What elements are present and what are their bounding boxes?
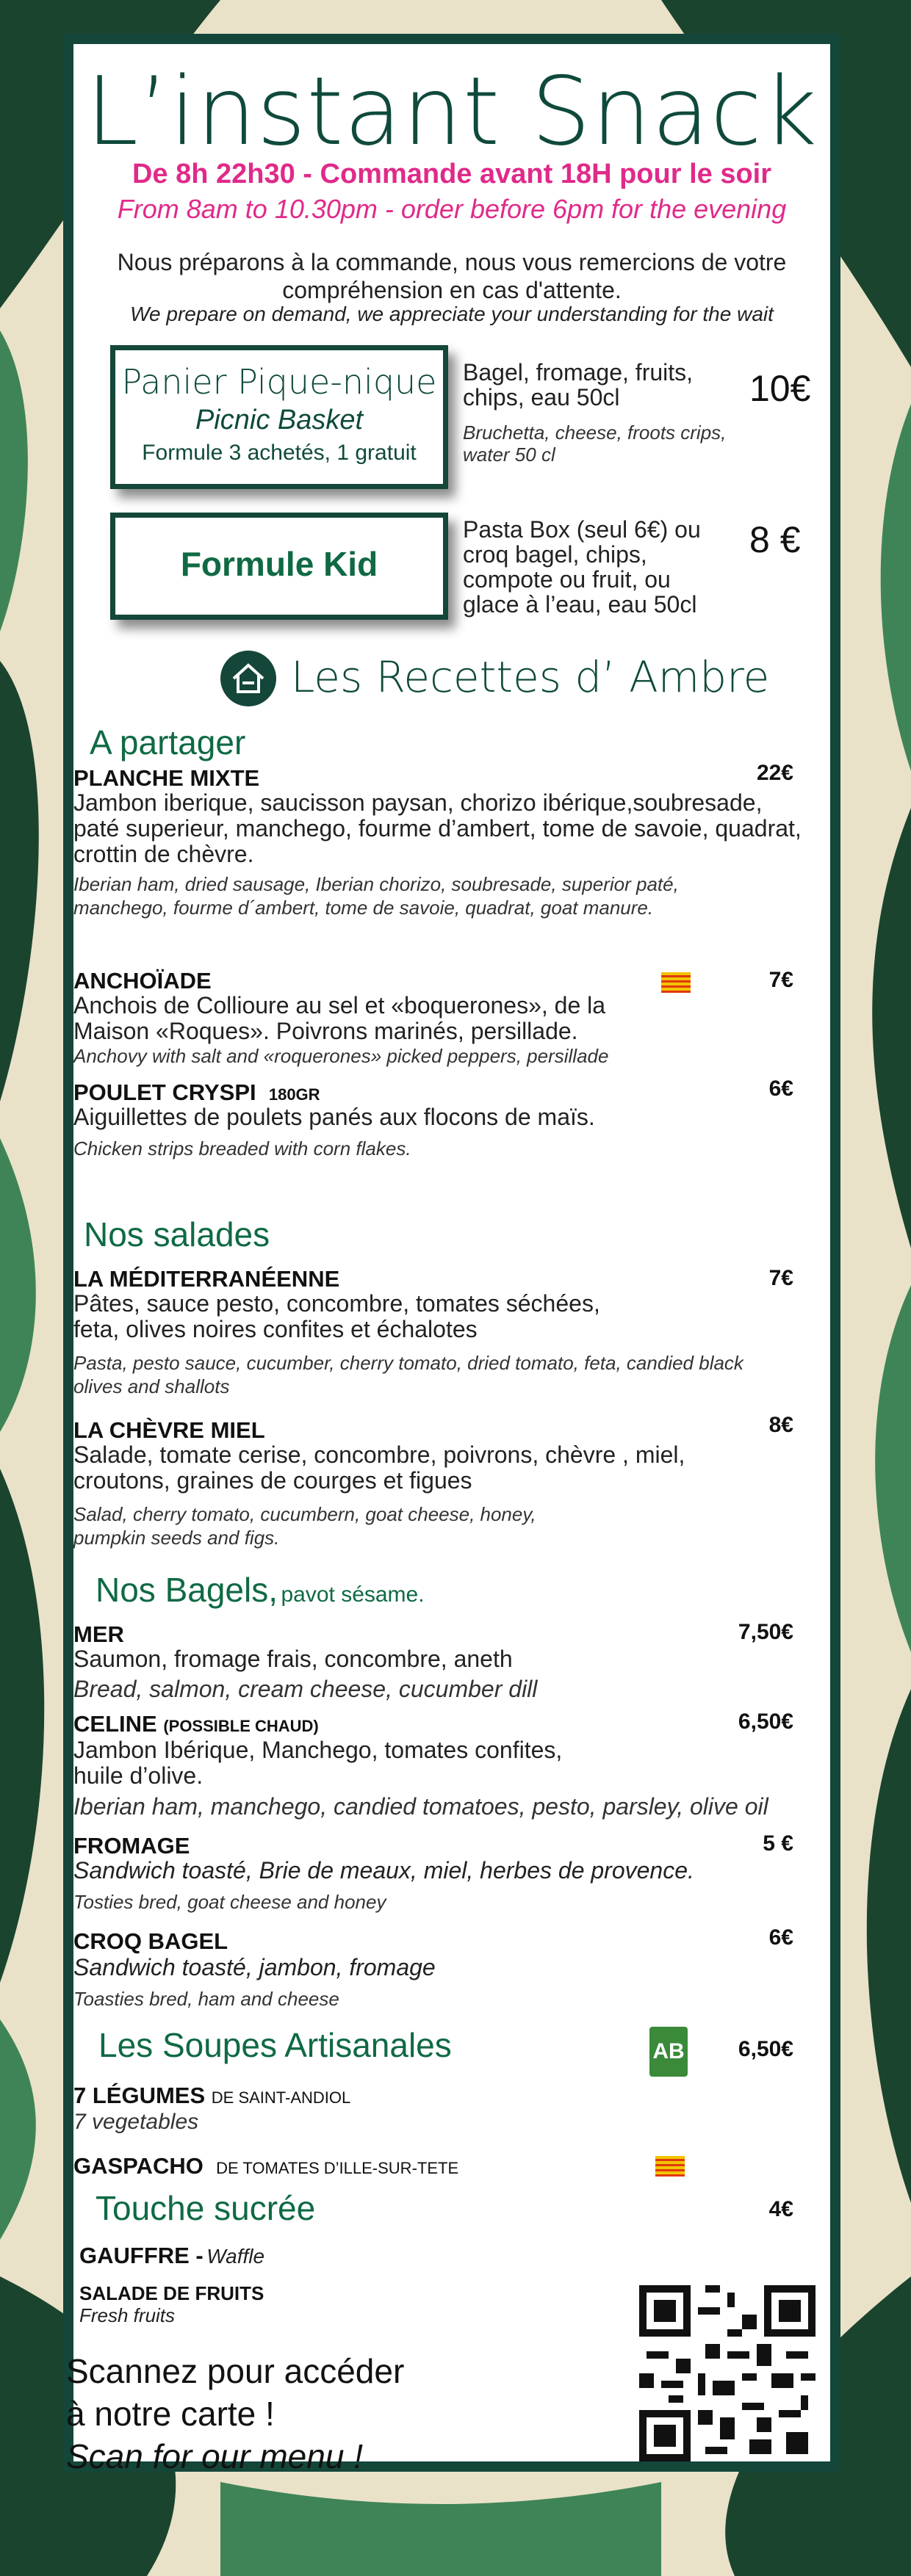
item-name: SALADE DE FRUITS	[79, 2282, 264, 2304]
item-description-en: 7 vegetables	[73, 2110, 199, 2134]
item-description-en: Tosties bred, goat cheese and honey	[73, 1891, 386, 1913]
section-share-title: A partager	[90, 723, 246, 761]
item-translation: Waffle	[206, 2245, 265, 2268]
item-name-text: 7 LÉGUMES	[73, 2083, 206, 2108]
picnic-basket-box	[110, 345, 448, 489]
scan-line-2: à notre carte !	[66, 2395, 275, 2433]
item-name: CROQ BAGEL	[73, 1928, 228, 1954]
catalan-flag-icon	[661, 972, 691, 993]
kid-price: 8 €	[749, 519, 801, 560]
bagels-title: Nos Bagels,	[96, 1571, 278, 1609]
item-price: 7,50€	[738, 1620, 793, 1644]
opening-hours-en: From 8am to 10.30pm - order before 6pm for the evening	[117, 194, 787, 224]
picnic-offer: Formule 3 achetés, 1 gratuit	[142, 441, 417, 465]
item-description: Sandwich toasté, Brie de meaux, miel, herbes de provence.	[73, 1857, 694, 1884]
catalan-flag-icon	[655, 2156, 685, 2177]
picnic-price: 10€	[749, 368, 811, 409]
picnic-description-en: Bruchetta, cheese, froots crips, water 50 cl	[463, 422, 727, 466]
item-description-en: Toasties bred, ham and cheese	[73, 1988, 339, 2010]
item-description-en: Salad, cherry tomato, cucumbern, goat cheese, honey, pumpkin seeds and figs.	[73, 1503, 536, 1549]
kid-title: Formule Kid	[180, 545, 378, 583]
recipes-title: Les Recettes d’ Ambre	[291, 652, 770, 702]
item-price: 6€	[768, 1925, 793, 1950]
picnic-description: Bagel, fromage, fruits, chips, eau 50cl	[463, 359, 694, 410]
item-name	[73, 2083, 350, 2109]
item-origin: DE SAINT-ANDIOL	[211, 2088, 351, 2107]
item-price: 7€	[768, 1266, 793, 1290]
item-translation: Fresh fruits	[79, 2304, 176, 2326]
item-description: Aiguillettes de poulets panés aux flocons de maïs.	[73, 1104, 595, 1130]
page-title: L’instant Snack	[85, 57, 818, 167]
item-weight: 180GR	[268, 1085, 320, 1104]
item-name: PLANCHE MIXTE	[73, 765, 260, 791]
item-description: Anchois de Collioure au sel et «boquerones», de la Maison «Roques». Poivrons marinés, persillade.	[73, 992, 606, 1044]
qr-code[interactable]	[639, 2285, 815, 2461]
item-name: MER	[73, 1621, 124, 1647]
item-description-en: Iberian ham, manchego, candied tomatoes, pesto, parsley, olive oil	[73, 1793, 768, 1820]
picnic-subtitle: Picnic Basket	[195, 405, 364, 435]
menu-card	[63, 34, 840, 2475]
item-origin: DE TOMATES D’ILLE-SUR-TETE	[216, 2159, 459, 2177]
item-name-text: CELINE	[73, 1711, 157, 1737]
scan-line-1: Scannez pour accéder	[66, 2352, 405, 2390]
home-icon	[220, 651, 276, 706]
item-price: 5 €	[763, 1831, 793, 1856]
item-name-text: POULET CRYSPI	[73, 1079, 256, 1105]
preparation-note-fr: Nous préparons à la commande, nous vous remercions de votre compréhension en cas d'attente.	[117, 249, 787, 303]
opening-hours-fr: De 8h 22h30 - Commande avant 18H pour le soir	[132, 159, 772, 189]
bagels-subtitle: pavot sésame.	[281, 1582, 425, 1607]
section-sweet-title: Touche sucrée	[96, 2189, 316, 2227]
section-soups-title: Les Soupes Artisanales	[98, 2026, 452, 2064]
sweet-item	[79, 2243, 264, 2269]
item-price: 8€	[768, 1413, 793, 1437]
item-description: Jambon iberique, saucisson paysan, chorizo ibérique,soubresade, paté superieur, manchego, fourme d’ambert, tome de savoie, quadrat, crottin de chèvre.	[73, 789, 802, 867]
section-salads-title: Nos salades	[84, 1215, 270, 1253]
kid-description: Pasta Box (seul 6€) ou croq bagel, chips, compote ou fruit, ou glace à l’eau, eau 50cl	[463, 516, 701, 618]
section-bagels-title	[96, 1570, 425, 1610]
item-name-text: GASPACHO	[73, 2153, 204, 2179]
item-name	[73, 1711, 319, 1737]
item-description-en: Iberian ham, dried sausage, Iberian chorizo, soubresade, superior paté, manchego, fourme d´ambert, tome de savoie, quadrat, goat manure.	[73, 873, 679, 919]
item-description: Sandwich toasté, jambon, fromage	[73, 1954, 436, 1980]
picnic-title: Panier Pique-nique	[121, 362, 437, 402]
scan-line-en: Scan for our menu !	[66, 2437, 363, 2475]
item-description: Pâtes, sauce pesto, concombre, tomates séchées, feta, olives noires confites et échalotes	[73, 1290, 600, 1342]
item-name: ANCHOÏADE	[73, 968, 212, 994]
item-description-en: Pasta, pesto sauce, cucumber, cherry tomato, dried tomato, feta, candied black olives and shallots	[73, 1352, 743, 1397]
item-name	[73, 1079, 320, 1106]
item-description-en: Chicken strips breaded with corn flakes.	[73, 1137, 411, 1159]
item-name	[73, 2153, 458, 2179]
item-name: GAUFFRE -	[79, 2243, 204, 2268]
organic-ab-badge-icon: AB	[649, 2027, 688, 2077]
soups-price: 6,50€	[738, 2037, 793, 2061]
item-price: 22€	[756, 761, 793, 785]
item-description: Jambon Ibérique, Manchego, tomates confites, huile d’olive.	[73, 1737, 563, 1789]
preparation-note-en: We prepare on demand, we appreciate your understanding for the wait	[130, 303, 774, 325]
sweet-price: 4€	[768, 2197, 793, 2221]
item-name: LA MÉDITERRANÉENNE	[73, 1266, 340, 1292]
kid-formula-box	[110, 513, 448, 620]
item-description-en: Bread, salmon, cream cheese, cucumber dill	[73, 1676, 538, 1702]
item-description: Saumon, fromage frais, concombre, aneth	[73, 1646, 513, 1672]
item-description: Salade, tomate cerise, concombre, poivrons, chèvre , miel, croutons, graines de courges et figues	[73, 1441, 685, 1494]
item-name: FROMAGE	[73, 1833, 190, 1859]
item-description-en: Anchovy with salt and «roquerones» picked peppers, persillade	[73, 1045, 609, 1067]
item-price: 6,50€	[738, 1710, 793, 1734]
item-name: LA CHÈVRE MIEL	[73, 1417, 265, 1443]
item-price: 7€	[768, 968, 793, 992]
item-price: 6€	[768, 1077, 793, 1101]
item-note: (POSSIBLE CHAUD)	[163, 1717, 319, 1735]
